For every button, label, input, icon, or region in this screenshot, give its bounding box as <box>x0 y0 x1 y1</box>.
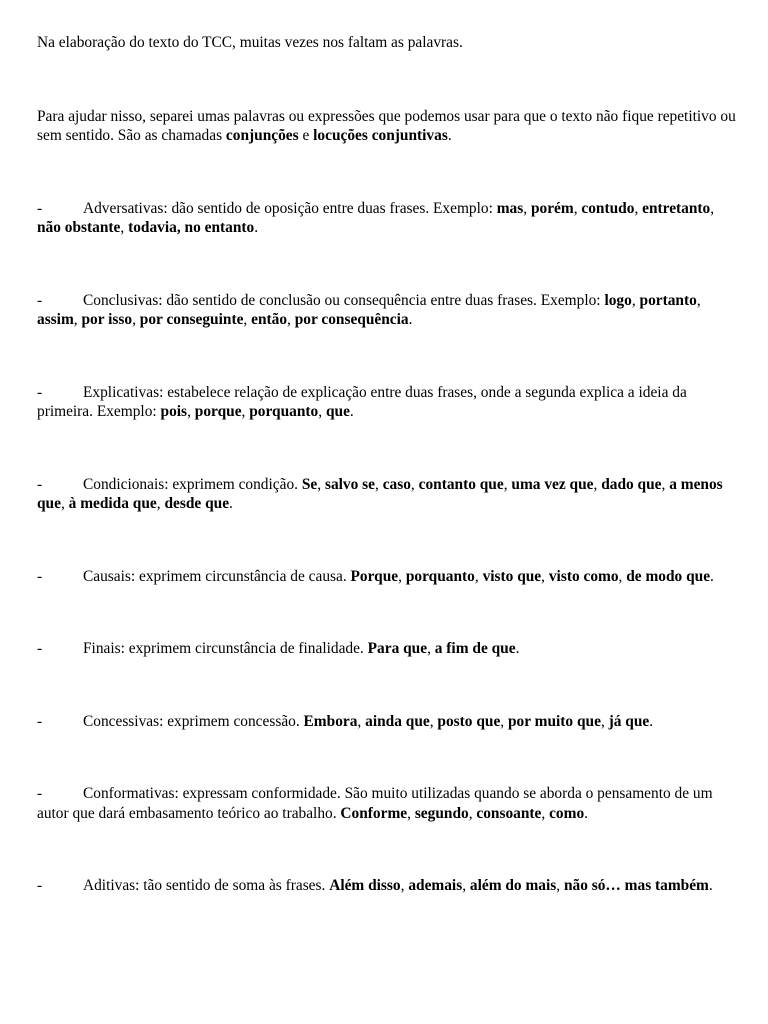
example-separator: , <box>523 199 531 217</box>
example-term: assim <box>37 311 74 328</box>
conjunction-list <box>37 199 737 896</box>
list-item-explicativas <box>37 383 737 422</box>
example-term: a menos que <box>37 475 723 512</box>
example-separator: , <box>73 311 82 328</box>
list-item-concessivas <box>37 712 737 732</box>
example-separator: , <box>631 291 640 309</box>
list-item-description: Causais: exprimem circunstância de causa. <box>83 567 351 585</box>
example-term: mas <box>496 199 524 217</box>
example-term: não obstante <box>37 219 121 236</box>
list-item-end: . <box>515 640 520 657</box>
example-separator: , <box>357 712 366 730</box>
example-term: ademais <box>408 877 463 894</box>
example-separator: , <box>429 712 438 730</box>
list-item-end: . <box>708 877 713 894</box>
intro-end: . <box>447 127 452 144</box>
example-separator: , <box>593 475 602 493</box>
example-separator: , <box>243 311 252 328</box>
example-separator: , <box>317 475 325 493</box>
intro-line-2 <box>37 107 737 146</box>
example-separator: , <box>400 877 409 894</box>
example-term: consoante <box>476 804 542 822</box>
list-dash: - <box>37 785 43 802</box>
example-term: então <box>251 311 288 328</box>
example-separator: , <box>410 475 419 493</box>
example-separator: , <box>287 311 295 328</box>
term-locucoes-conjuntivas: locuções conjuntivas <box>313 127 448 144</box>
example-term: por muito que <box>508 712 601 730</box>
example-separator: , <box>427 640 435 657</box>
example-separator: , <box>710 199 718 217</box>
list-item-adversativas <box>37 199 737 238</box>
example-term: contanto que <box>418 475 504 493</box>
list-item-causais <box>37 567 737 587</box>
example-term: Porque <box>350 567 399 585</box>
example-separator: , <box>503 475 512 493</box>
list-item-description: Aditivas: tão sentido de soma às frases. <box>83 877 330 894</box>
example-separator: , <box>618 567 627 585</box>
term-conjuncoes: conjunções <box>225 127 299 144</box>
list-item-description: Finais: exprimem circunstância de finalidade. <box>83 640 368 657</box>
intro-line-2-text: Para ajudar nisso, separei umas palavras ou expressões que podemos usar para que o texto não fique repetitivo ou sem sentido. São as chamadas <box>37 107 736 144</box>
list-item-description: Adversativas: dão sentido de oposição entre duas frases. Exemplo: <box>83 199 497 217</box>
list-dash: - <box>37 291 43 309</box>
example-term: caso <box>382 475 411 493</box>
example-separator: , <box>60 495 69 512</box>
list-dash: - <box>37 383 43 401</box>
list-item-description: Concessivas: exprimem concessão. <box>83 712 304 730</box>
example-term: pois <box>160 403 188 420</box>
example-separator: , <box>374 475 383 493</box>
example-term: Para que <box>367 640 428 657</box>
example-term: portanto <box>639 291 697 309</box>
example-separator: , <box>398 567 406 585</box>
example-separator: , <box>474 567 483 585</box>
example-term: por conseguinte <box>139 311 244 328</box>
list-item-description: Explicativas: estabelece relação de explicação entre duas frases, onde a segunda explica a ideia da primeira. Exemplo: <box>37 383 687 420</box>
list-item-end: . <box>649 712 654 730</box>
example-term: além do mais <box>469 877 557 894</box>
example-term: por consequência <box>294 311 409 328</box>
example-term: Embora <box>303 712 358 730</box>
example-term: que <box>325 403 350 420</box>
example-term: de modo que <box>626 567 711 585</box>
list-item-aditivas <box>37 876 737 896</box>
list-item-end: . <box>254 219 259 236</box>
list-item-description: Conclusivas: dão sentido de conclusão ou consequência entre duas frases. Exemplo: <box>83 291 605 309</box>
list-dash: - <box>37 640 43 657</box>
example-separator: , <box>407 804 415 822</box>
example-separator: , <box>696 291 705 309</box>
example-term: a fim de que <box>434 640 516 657</box>
example-term: posto que <box>437 712 501 730</box>
list-item-end: . <box>584 804 588 822</box>
example-separator: , <box>600 712 609 730</box>
example-term: como <box>549 804 585 822</box>
example-term: por isso <box>81 311 133 328</box>
example-separator: , <box>462 877 470 894</box>
example-term: entretanto <box>642 199 711 217</box>
example-separator: , <box>156 495 165 512</box>
list-item-end: . <box>229 495 233 512</box>
example-term: logo <box>604 291 632 309</box>
example-term: não só… mas também <box>563 877 709 894</box>
example-term: Conforme <box>340 804 408 822</box>
example-term: Além disso <box>329 877 401 894</box>
example-term: porém <box>530 199 574 217</box>
example-term: dado que <box>601 475 662 493</box>
list-item-condicionais <box>37 475 737 514</box>
example-term: todavia, no entanto <box>128 219 255 236</box>
example-term: segundo <box>414 804 469 822</box>
list-dash: - <box>37 199 43 217</box>
example-separator: , <box>541 567 549 585</box>
example-separator: , <box>634 199 643 217</box>
example-separator: , <box>241 403 250 420</box>
list-dash: - <box>37 567 43 585</box>
list-item-conformativas <box>37 784 737 823</box>
example-term: visto como <box>548 567 619 585</box>
example-term: Se <box>301 475 318 493</box>
intro-line-1: Na elaboração do texto do TCC, muitas vezes nos faltam as palavras. <box>37 34 463 51</box>
list-item-end: . <box>408 311 413 328</box>
list-item-description: Condicionais: exprimem condição. <box>83 475 302 493</box>
example-separator: , <box>500 712 508 730</box>
list-item-description: Conformativas: expressam conformidade. São muito utilizadas quando se aborda o pensamento de um autor que dará embasamento teórico ao trabalho. <box>37 785 713 822</box>
example-term: porque <box>194 403 242 420</box>
example-term: porquanto <box>405 567 475 585</box>
intro-connector: e <box>298 127 314 144</box>
example-separator: , <box>318 403 326 420</box>
list-item-conclusivas <box>37 291 737 330</box>
example-term: salvo se <box>324 475 375 493</box>
example-term: contudo <box>581 199 635 217</box>
example-term: porquanto <box>249 403 319 420</box>
example-term: desde que <box>164 495 230 512</box>
example-separator: , <box>468 804 477 822</box>
example-separator: , <box>187 403 195 420</box>
document-page <box>37 33 737 896</box>
list-dash: - <box>37 877 43 894</box>
example-term: uma vez que <box>511 475 594 493</box>
example-term: ainda que <box>365 712 430 730</box>
example-term: já que <box>608 712 650 730</box>
example-term: visto que <box>482 567 542 585</box>
example-separator: , <box>556 877 564 894</box>
list-item-end: . <box>349 403 354 420</box>
example-separator: , <box>541 804 550 822</box>
example-term: à medida que <box>68 495 157 512</box>
list-dash: - <box>37 712 43 730</box>
example-separator: , <box>120 219 129 236</box>
example-separator: , <box>132 311 140 328</box>
example-separator: , <box>661 475 670 493</box>
list-item-end: . <box>710 567 714 585</box>
list-dash: - <box>37 475 43 493</box>
list-item-finais <box>37 639 737 659</box>
example-separator: , <box>573 199 582 217</box>
